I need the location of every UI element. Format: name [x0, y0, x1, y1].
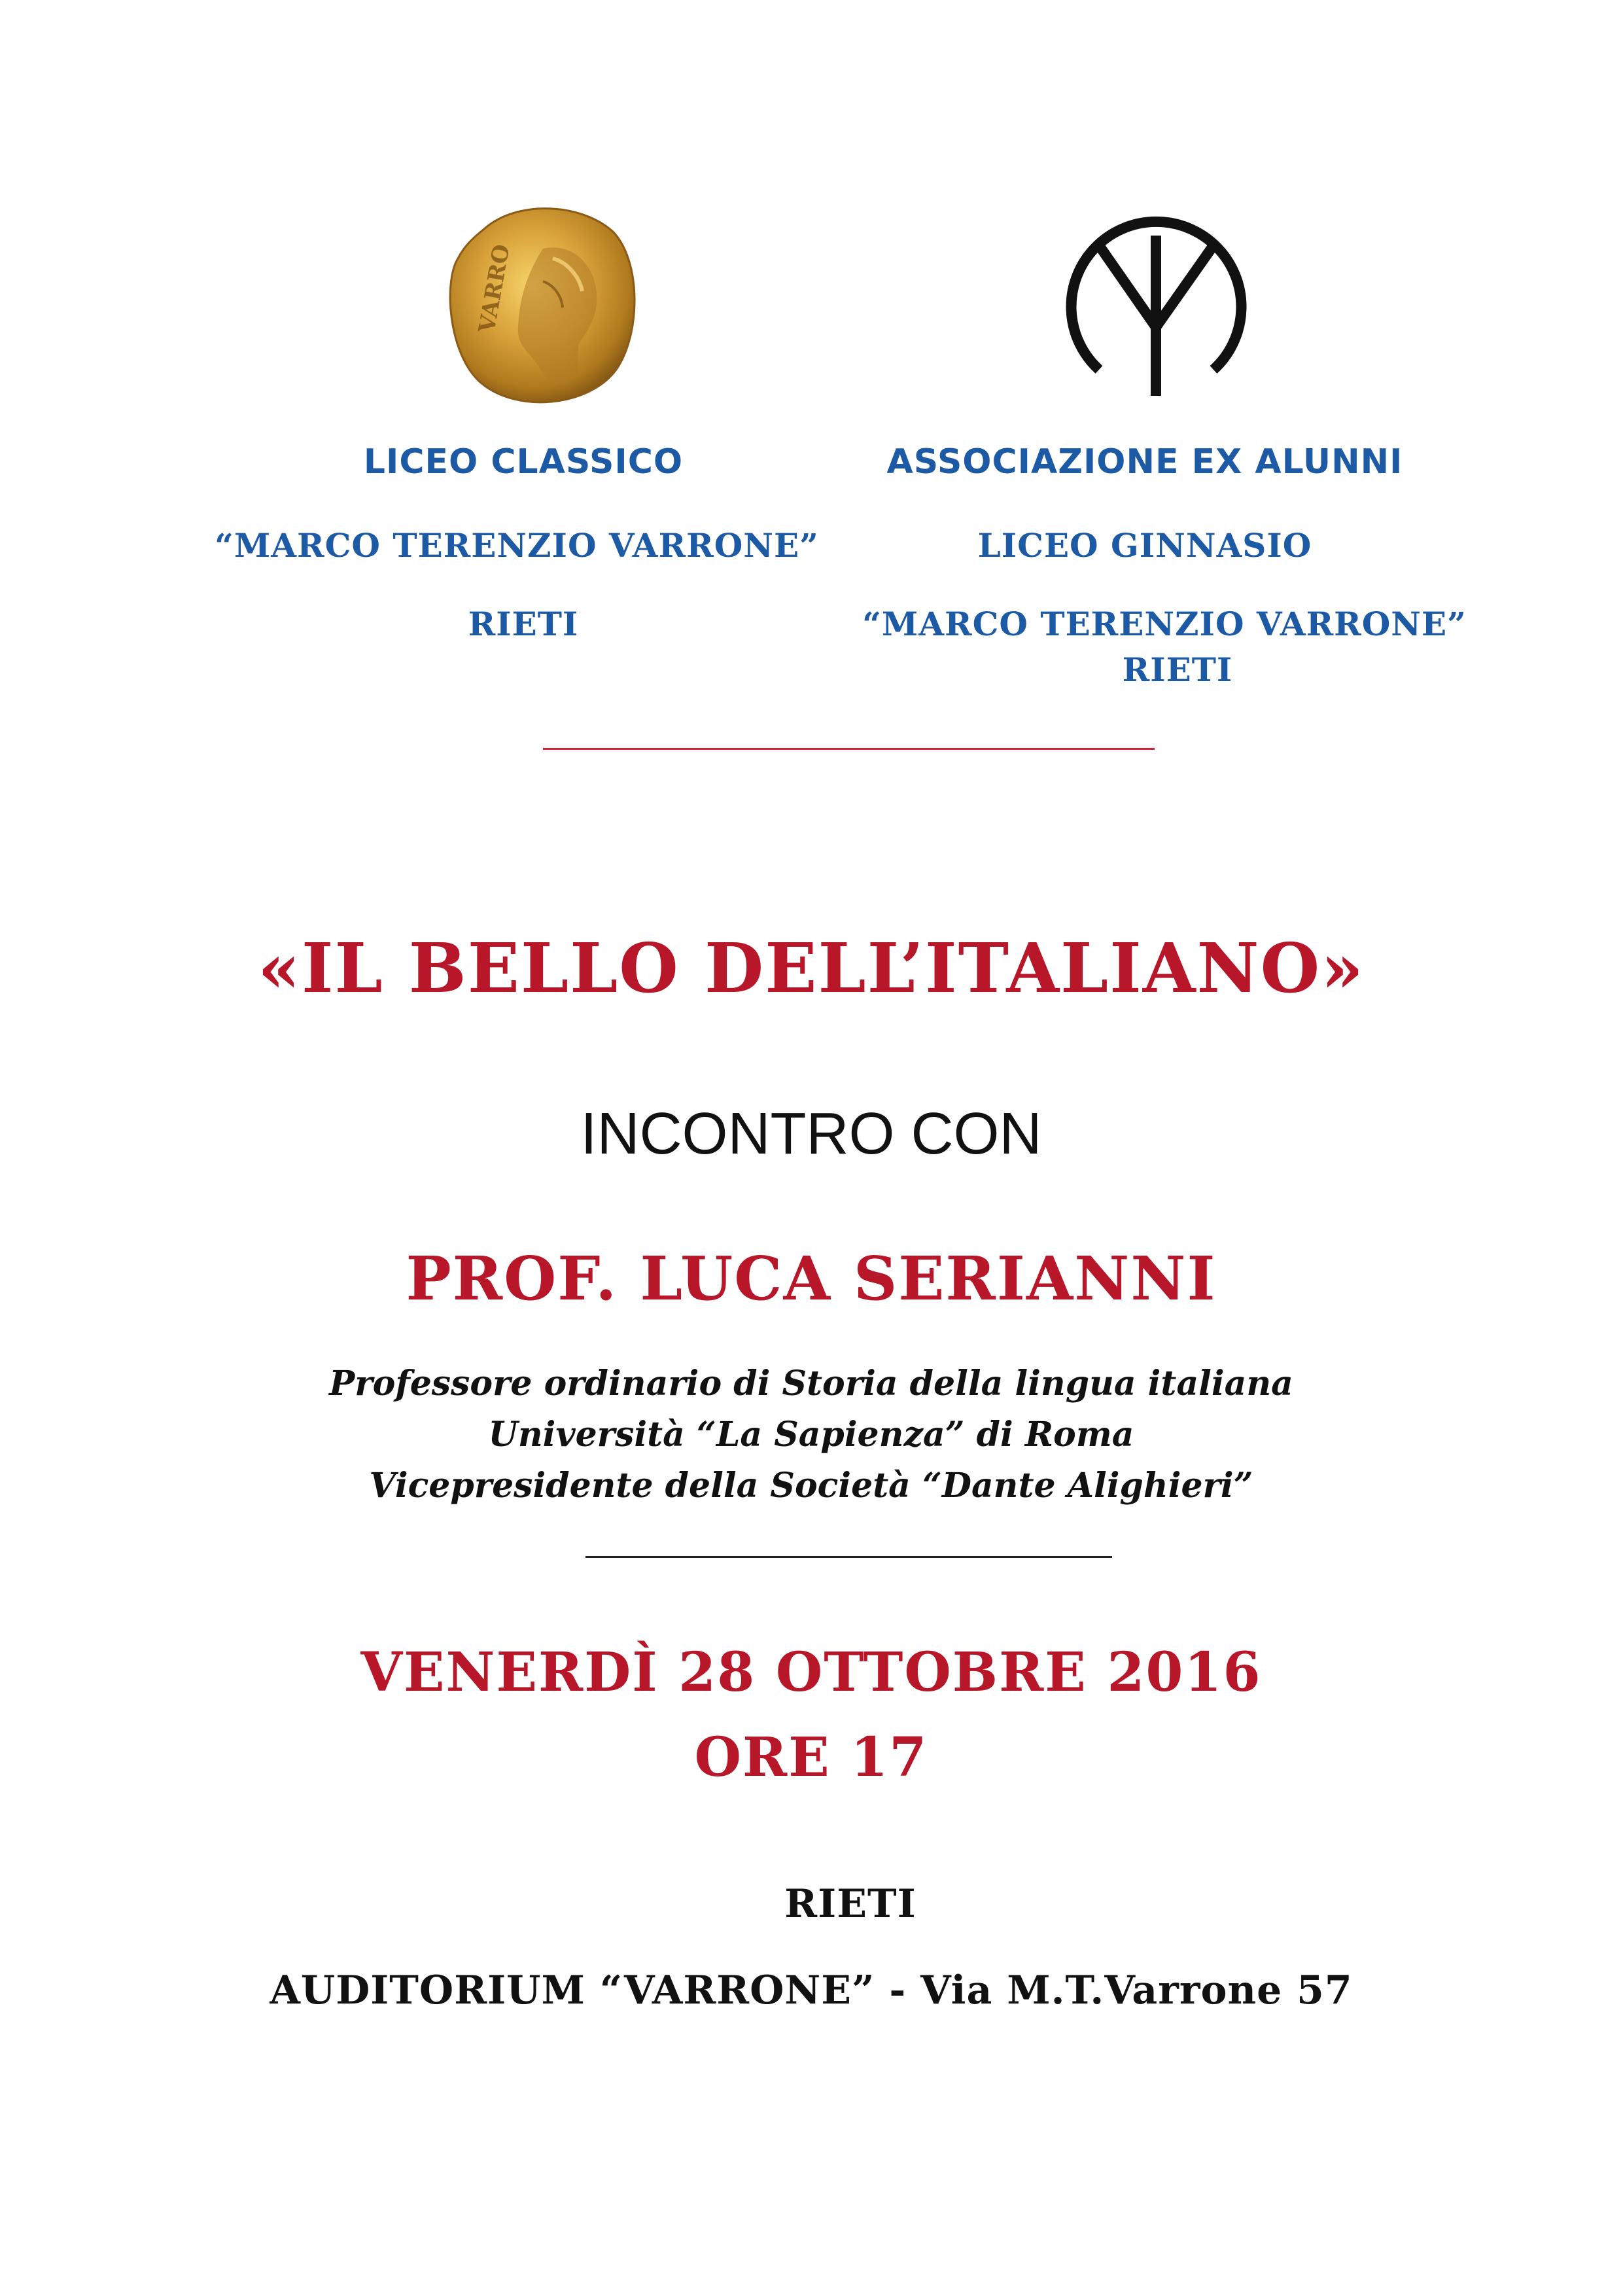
right-header-school-type: LICEO GINNASIO: [977, 526, 1312, 565]
left-header-school-name: “MARCO TERENZIO VARRONE”: [215, 526, 819, 565]
role-divider: [585, 1556, 1112, 1558]
coin-logo: [445, 203, 641, 412]
event-intro: INCONTRO CON: [580, 1101, 1042, 1167]
right-header-school-name: “MARCO TERENZIO VARRONE”: [862, 605, 1467, 643]
right-header-city: RIETI: [1122, 650, 1233, 689]
speaker-role-3: Vicepresidente della Società “Dante Alighieri”: [369, 1466, 1253, 1506]
speaker-role-1: Professore ordinario di Storia della lingua italiana: [329, 1364, 1293, 1404]
left-header-school-type: LICEO CLASSICO: [363, 442, 684, 482]
event-time: ORE 17: [694, 1726, 928, 1789]
event-city: RIETI: [784, 1881, 916, 1927]
left-header-city: RIETI: [468, 605, 579, 643]
event-date: VENERDÌ 28 OTTOBRE 2016: [360, 1641, 1262, 1704]
event-venue: AUDITORIUM “VARRONE” - Via M.T.Varrone 57: [270, 1968, 1353, 2013]
speaker-role-2: Università “La Sapienza” di Roma: [488, 1415, 1134, 1455]
header-divider: [543, 748, 1155, 750]
association-logo: [1053, 196, 1259, 402]
speaker-name: PROF. LUCA SERIANNI: [406, 1243, 1217, 1314]
event-title: «IL BELLO DELL’ITALIANO»: [257, 928, 1365, 1008]
svg-text:VARRO: VARRO: [474, 242, 515, 335]
right-header-association: ASSOCIAZIONE EX ALUNNI: [886, 442, 1403, 482]
